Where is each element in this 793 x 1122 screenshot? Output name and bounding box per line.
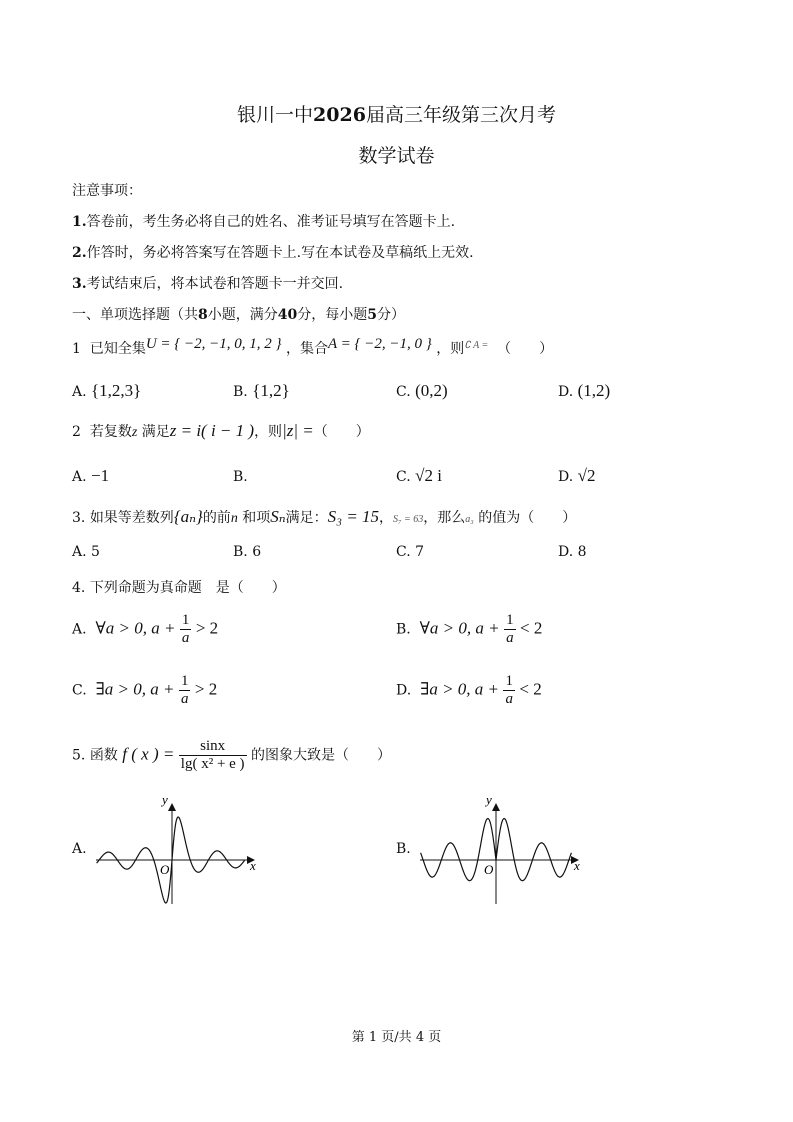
complex-equation: z = i( i − 1 ) <box>169 421 255 440</box>
option: D. ∃a > 0, a + $\frac{1}{a}$ < 2 <box>396 673 542 707</box>
section-heading: 一、单项选择题（共8小题，满分40分，每小题5分） <box>72 307 405 323</box>
option: C. ∃a > 0, a + $\frac{1}{a}$ > 2 <box>72 673 218 707</box>
complement-expr: ∁ A = <box>464 340 489 351</box>
origin-label: O <box>484 862 494 877</box>
y-label: y <box>162 792 168 807</box>
option: B. 6 <box>233 544 262 560</box>
option: A. −1 <box>72 466 110 485</box>
note-item: 3.考试结束后，将本试卷和答题卡一并交回. <box>72 276 344 292</box>
origin-label: O <box>160 862 170 877</box>
x-label: x <box>250 858 256 873</box>
universal-set: U = { −2, −1, 0, 1, 2 } <box>145 336 282 352</box>
graph-b <box>416 790 588 908</box>
note-item: 2.作答时，务必将答案写在答题卡上.写在本试卷及草稿纸上无效. <box>72 245 474 261</box>
option: A. 5 <box>72 544 100 560</box>
page-title <box>0 100 793 127</box>
page-subtitle: 数学试卷 <box>358 145 435 167</box>
note-item: 1.答卷前，考生务必将自己的姓名、准考证号填写在答题卡上. <box>72 214 456 230</box>
option: D. 8 <box>558 544 587 560</box>
graph-a <box>92 790 264 908</box>
option: D. (1,2) <box>558 381 611 400</box>
option: B. {1,2} <box>233 381 290 400</box>
option: B. ∀a > 0, a + $\frac{1}{a}$ < 2 <box>396 612 543 646</box>
title-school: 银川一中 <box>237 104 314 126</box>
graph-option-label: A. <box>72 841 87 857</box>
question-4: 4. 下列命题为真命题 是（ ） <box>72 580 286 596</box>
question-1: 1 已知全集U = { −2, −1, 0, 1, 2 } ，集合A = { −2, −1, 0 } ，则$^{∁ A =}$ （ ） <box>72 336 554 357</box>
title-exam: 届高三年级第三次月考 <box>365 104 556 126</box>
title-year: 2026 <box>313 104 366 126</box>
notes-heading: 注意事项： <box>72 183 142 199</box>
page-footer: 第 1 页/共 4 页 <box>351 1030 442 1045</box>
option: A. {1,2,3} <box>72 381 142 400</box>
option: A. ∀a > 0, a + $\frac{1}{a}$ > 2 <box>72 612 219 646</box>
question-2: 2 若复数z 满足z = i( i − 1 )，则|z| =（ ） <box>72 421 370 440</box>
y-label: y <box>486 792 492 807</box>
option: C. 7 <box>396 544 425 560</box>
option: B. <box>233 469 248 485</box>
option: C. (0,2) <box>396 381 448 400</box>
set-a: A = { −2, −1, 0 } <box>327 336 432 352</box>
option: C. √2 i <box>396 466 442 485</box>
question-5: 5. 函数 f ( x ) = $\frac{\sin x}{\text{lg( x² + e )}}$ 的图象大致是（ ） <box>72 738 392 772</box>
option: D. √2 <box>558 466 596 485</box>
question-3: 3. 如果等差数列{aₙ}的前n 和项Sₙ满足：S₃ = 15，S₇ = 63，那么a₃ 的值为（ ） <box>72 507 577 526</box>
x-label: x <box>574 858 580 873</box>
graph-option-label: B. <box>396 841 411 857</box>
